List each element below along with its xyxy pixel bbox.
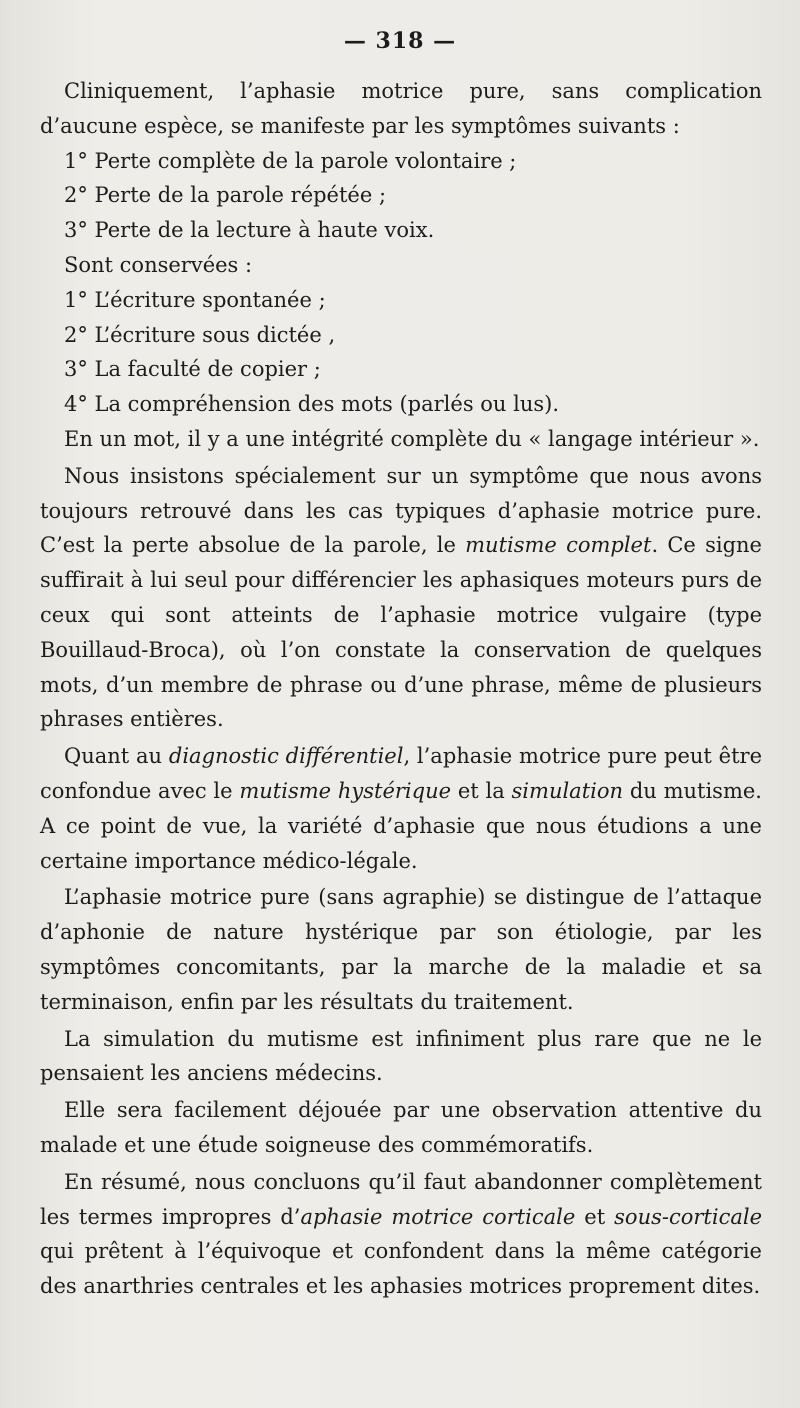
italic-term: mutisme hystérique xyxy=(239,778,452,803)
italic-term: simulation xyxy=(511,778,624,803)
list-item: 4° La compréhension des mots (parlés ou lus). xyxy=(64,392,560,417)
list-item: 3° La faculté de copier ; xyxy=(64,357,321,382)
text-run: Quant au xyxy=(64,744,169,769)
paragraph-conclusion xyxy=(40,1165,762,1304)
text-run: En résumé, nous concluons qu’il faut abandonner complètement les termes impropres d’ xyxy=(40,1169,762,1229)
paragraph-simulation: La simulation du mutisme est infiniment plus rare que ne le pensaient les anciens médecins. xyxy=(40,1026,762,1086)
list-item: 1° L’écriture spontanée ; xyxy=(64,287,326,312)
list-item: 2° L’écriture sous dictée , xyxy=(64,322,336,347)
paragraph-inner-language: En un mot, il y a une intégrité complète du « langage intérieur ». xyxy=(64,426,760,451)
page-body xyxy=(40,74,762,1304)
list-item: 3° Perte de la lecture à haute voix. xyxy=(64,218,435,243)
paragraph-observation: Elle sera facilement déjouée par une observation attentive du malade et une étude soigneuse des commémoratifs. xyxy=(40,1098,762,1157)
paragraph-differential-diagnosis xyxy=(40,739,762,878)
paragraph-hysterical-aphonia: L’aphasie motrice pure (sans agraphie) se distingue de l’attaque d’aphonie de nature hystérique par son étiologie, par les symptômes concomitants, par la marche de la maladie et sa terminaison, enfin par les résultats du traitement. xyxy=(40,885,762,1014)
paragraph-mutism xyxy=(40,459,762,737)
text-run: Nous insistons spécialement sur un symptôme que nous avons toujours retrouvé dans les cas typiques d’aphasie motrice pure. C’est la perte absolue de la parole, le xyxy=(40,463,762,558)
text-run: , l’aphasie motrice pure peut être confondue avec le xyxy=(40,744,762,803)
paragraph-conserved: Sont conservées : xyxy=(64,252,253,277)
list-item: 2° Perte de la parole répétée ; xyxy=(64,183,387,208)
list-item: 1° Perte complète de la parole volontaire ; xyxy=(64,148,517,173)
page-number: — 318 — xyxy=(343,28,457,54)
italic-term: mutisme complet xyxy=(465,533,652,558)
paragraph-clinical-signs: Cliniquement, l’aphasie motrice pure, sans complication d’aucune espèce, se manifeste par les symptômes suivants : xyxy=(40,79,762,138)
italic-term: sous-corticale xyxy=(614,1204,762,1229)
italic-term: diagnostic différentiel xyxy=(168,744,404,769)
text-run: qui prêtent à l’équivoque et confondent dans la même catégorie des anarthries centrales et les aphasies motrices proprement dites. xyxy=(40,1239,762,1299)
text-run: et la xyxy=(451,778,512,803)
text-run: . Ce signe suffirait à lui seul pour différencier les aphasiques moteurs purs de ceux qui sont atteints de l’aphasie motrice vulgaire (type Bouillaud-Broca), où l’on constate la conservation de quelques mots, d’un membre de phrase ou d’une phrase, même de plusieurs phrases entières. xyxy=(40,533,762,732)
text-run: et xyxy=(575,1204,615,1229)
italic-term: aphasie motrice corticale xyxy=(300,1204,576,1229)
text-run: du mutisme. A ce point de vue, la variété d’aphasie que nous étudions a une certaine importance médico-légale. xyxy=(40,778,762,873)
